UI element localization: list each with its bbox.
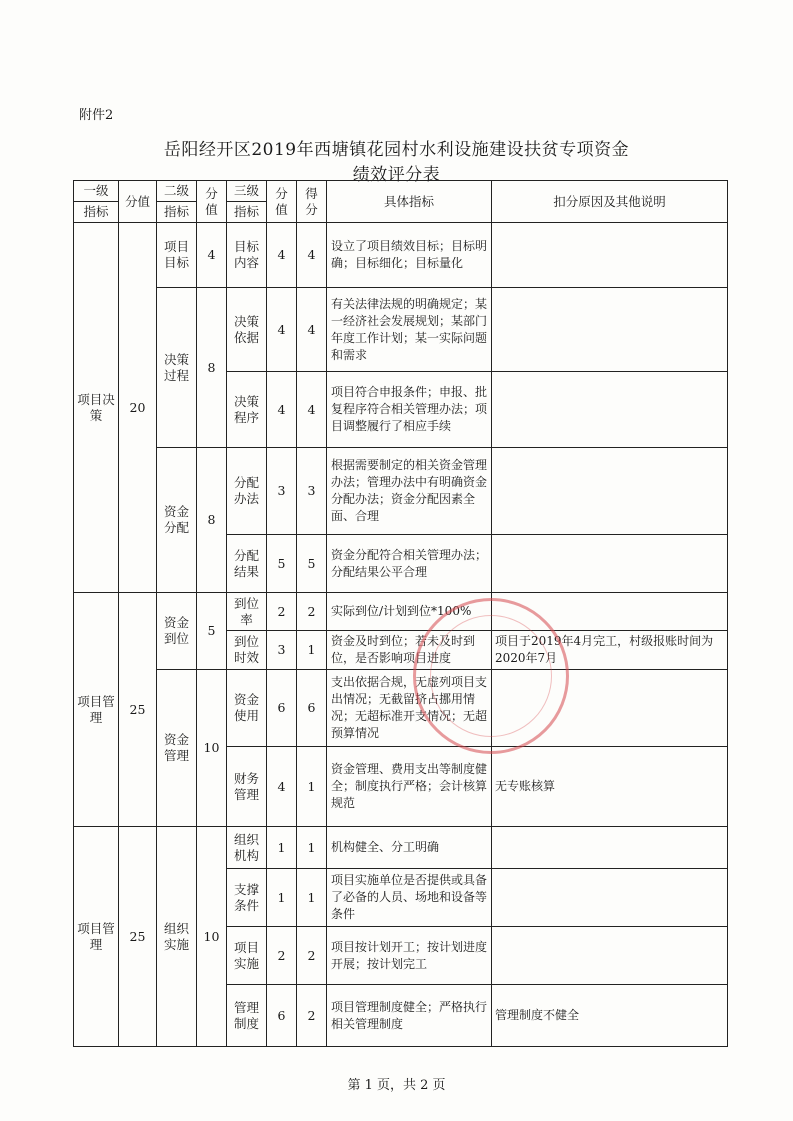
- l3-cell: 支撑条件: [227, 869, 267, 927]
- remark-cell: [492, 827, 728, 869]
- indicator-cell: 支出依据合规，无虚列项目支出情况；无截留挤占挪用情况；无超标准开支情况；无超预算情况: [327, 670, 492, 747]
- remark-cell: 项目于2019年4月完工，村级报账时间为2020年7月: [492, 631, 728, 670]
- score-cell: 2: [267, 927, 297, 985]
- got-cell: 1: [297, 631, 327, 670]
- table-row: [74, 670, 728, 747]
- got-cell: 4: [297, 223, 327, 288]
- l3-cell: 组织机构: [227, 827, 267, 869]
- indicator-cell: 资金分配符合相关管理办法；分配结果公平合理: [327, 535, 492, 593]
- got-cell: 2: [297, 985, 327, 1047]
- l3-cell: 分配结果: [227, 535, 267, 593]
- header-l3b: 指标: [227, 202, 267, 223]
- score-cell: 1: [267, 869, 297, 927]
- score-cell: 4: [267, 372, 297, 448]
- header-l2: 二级: [157, 181, 197, 202]
- l3-cell: 到位率: [227, 593, 267, 631]
- indicator-cell: 根据需要制定的相关资金管理办法；管理办法中有明确资金分配办法；资金分配因素全面、合理: [327, 448, 492, 535]
- l3-cell: 财务管理: [227, 747, 267, 827]
- header-remark: 扣分原因及其他说明: [492, 181, 728, 223]
- header-l2b: 指标: [157, 202, 197, 223]
- got-cell: 1: [297, 747, 327, 827]
- header-indicator: 具体指标: [327, 181, 492, 223]
- score-cell: 1: [267, 827, 297, 869]
- header-score: 分值: [119, 181, 157, 223]
- got-cell: 1: [297, 827, 327, 869]
- header-l3: 三级: [227, 181, 267, 202]
- indicator-cell: 资金管理、费用支出等制度健全；制度执行严格；会计核算规范: [327, 747, 492, 827]
- indicator-cell: 有关法律法规的明确规定；某一经济社会发展规划；某部门年度工作计划；某一实际问题和需求: [327, 288, 492, 372]
- remark-cell: [492, 223, 728, 288]
- l2-cell: 决策过程: [157, 288, 197, 448]
- remark-cell: [492, 448, 728, 535]
- indicator-cell: 设立了项目绩效目标；目标明确；目标细化；目标量化: [327, 223, 492, 288]
- indicator-cell: 实际到位/计划到位*100%: [327, 593, 492, 631]
- got-cell: 1: [297, 869, 327, 927]
- score-cell: 4: [267, 747, 297, 827]
- table-row: [74, 448, 728, 535]
- got-cell: 4: [297, 288, 327, 372]
- header-l1: 一级: [74, 181, 119, 202]
- page-number: 第 1 页，共 2 页: [347, 1078, 446, 1093]
- score-table: [73, 180, 728, 1047]
- l2-score-cell: 10: [197, 827, 227, 1047]
- l3-cell: 目标内容: [227, 223, 267, 288]
- l3-cell: 资金使用: [227, 670, 267, 747]
- l1-score-cell: 25: [119, 827, 157, 1047]
- got-cell: 4: [297, 372, 327, 448]
- score-cell: 2: [267, 593, 297, 631]
- header-l1b: 指标: [74, 202, 119, 223]
- l1-score-cell: 25: [119, 593, 157, 827]
- l3-cell: 分配办法: [227, 448, 267, 535]
- score-cell: 3: [267, 631, 297, 670]
- indicator-cell: 资金及时到位；若未及时到位，是否影响项目进度: [327, 631, 492, 670]
- table-row: [74, 827, 728, 869]
- l2-score-cell: 8: [197, 448, 227, 593]
- l1-cell: 项目管理: [74, 827, 119, 1047]
- l3-cell: 管理制度: [227, 985, 267, 1047]
- l3-cell: 决策程序: [227, 372, 267, 448]
- table-row: [74, 223, 728, 288]
- l2-score-cell: 10: [197, 670, 227, 827]
- got-cell: 5: [297, 535, 327, 593]
- score-cell: 5: [267, 535, 297, 593]
- remark-cell: [492, 288, 728, 372]
- remark-cell: [492, 372, 728, 448]
- l2-score-cell: 5: [197, 593, 227, 670]
- header-score2: 分值: [197, 181, 227, 223]
- table-row: [74, 593, 728, 631]
- got-cell: 6: [297, 670, 327, 747]
- indicator-cell: 机构健全、分工明确: [327, 827, 492, 869]
- score-cell: 3: [267, 448, 297, 535]
- attachment-label: 附件2: [79, 108, 114, 123]
- score-cell: 4: [267, 288, 297, 372]
- l2-cell: 项目目标: [157, 223, 197, 288]
- remark-cell: [492, 670, 728, 747]
- remark-cell: 无专账核算: [492, 747, 728, 827]
- l3-cell: 项目实施: [227, 927, 267, 985]
- header-got: 得分: [297, 181, 327, 223]
- score-cell: 6: [267, 985, 297, 1047]
- l3-cell: 决策依据: [227, 288, 267, 372]
- l1-cell: 项目管理: [74, 593, 119, 827]
- document-subtitle: 绩效评分表: [352, 165, 441, 185]
- table-row: [74, 288, 728, 372]
- indicator-cell: 项目管理制度健全；严格执行相关管理制度: [327, 985, 492, 1047]
- got-cell: 2: [297, 593, 327, 631]
- document-title: 岳阳经开区2019年西塘镇花园村水利设施建设扶贫专项资金: [163, 140, 630, 160]
- indicator-cell: 项目实施单位是否提供或具备了必备的人员、场地和设备等条件: [327, 869, 492, 927]
- l2-score-cell: 4: [197, 223, 227, 288]
- indicator-cell: 项目符合申报条件；申报、批复程序符合相关管理办法；项目调整履行了相应手续: [327, 372, 492, 448]
- remark-cell: [492, 869, 728, 927]
- remark-cell: [492, 927, 728, 985]
- remark-cell: 管理制度不健全: [492, 985, 728, 1047]
- got-cell: 2: [297, 927, 327, 985]
- l1-cell: 项目决策: [74, 223, 119, 593]
- l2-cell: 资金到位: [157, 593, 197, 670]
- got-cell: 3: [297, 448, 327, 535]
- l2-cell: 资金管理: [157, 670, 197, 827]
- remark-cell: [492, 593, 728, 631]
- score-cell: 4: [267, 223, 297, 288]
- indicator-cell: 项目按计划开工；按计划进度开展；按计划完工: [327, 927, 492, 985]
- l2-cell: 组织实施: [157, 827, 197, 1047]
- l2-cell: 资金分配: [157, 448, 197, 593]
- header-score3: 分值: [267, 181, 297, 223]
- score-cell: 6: [267, 670, 297, 747]
- header-row-1: [74, 181, 728, 202]
- l3-cell: 到位时效: [227, 631, 267, 670]
- remark-cell: [492, 535, 728, 593]
- l1-score-cell: 20: [119, 223, 157, 593]
- l2-score-cell: 8: [197, 288, 227, 448]
